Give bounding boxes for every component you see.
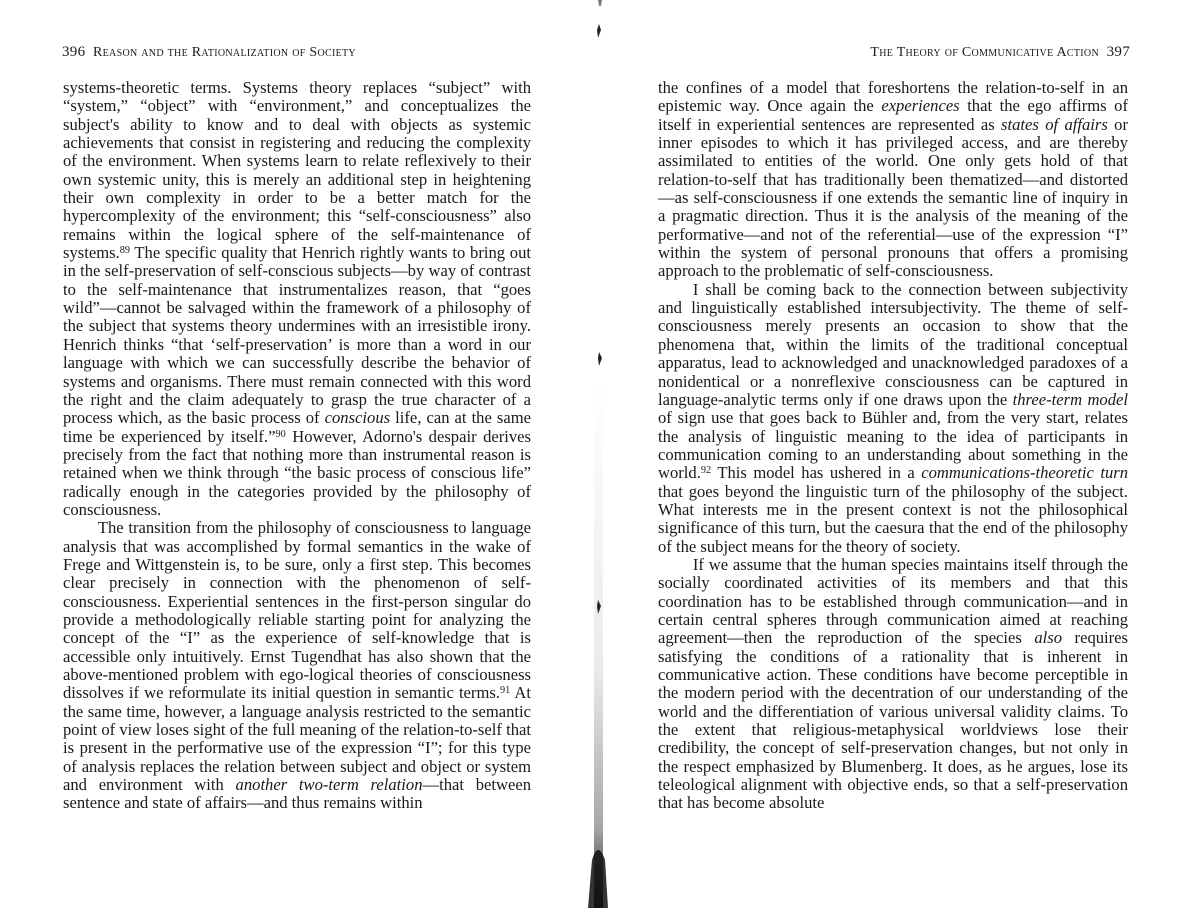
footnote-ref: 91	[499, 685, 511, 697]
footnote-ref: 89	[119, 244, 130, 256]
text-run: or inner episodes to which it has privileged access, and are thereby assimilated to entities of the world. One only gets hold of that relation-to-self that has traditionally been thematized—and distorted—as self-consciousness if one extends the semantic line of inquiry in a pragmatic direction. Thus it is the analysis of the meaning of the performative—and not of the referential—use of the expression “I” within the system of personal pronouns that offers a promising approach to the problematic of self-consciousness.	[658, 114, 1128, 281]
right-page-number: 397	[1106, 44, 1130, 60]
text-run: The transition from the philosophy of consciousness to language analysis that was accomplished by formal semantics in the wake of Frege and Wittgenstein is, to be sure, only a first step. This becomes clear precisely in connection with the phenomenon of self-consciousness. Experiential sentences in the first-person singular do provide a methodologically reliable starting point for analyzing the concept of the “I” as the experience of self-knowledge that is accessible only intuitively. Ernst Tugendhat has also shown that the above-mentioned problem with ego-logical theories of consciousness dissolves if we reformulate its initial question in semantic terms.	[63, 518, 531, 703]
paragraph	[658, 79, 1128, 281]
left-running-header	[62, 44, 356, 61]
text-run: the confines of a model that foreshortens the relation-to-self in an epistemic way. Once again the	[658, 78, 1128, 116]
left-page	[0, 0, 590, 908]
text-run: I shall be coming back to the connection between subjectivity and linguistically established intersubjectivity. The theme of self-consciousness merely presents an occasion to show that the phenomena that, within the limits of the traditional conceptual apparatus, lead to acknowledged and unacknowledged paradoxes of a nonidentical or a nonreflexive consciousness can be captured in language-analytic terms only if one draws upon the	[658, 279, 1128, 409]
italic-text: states of affairs	[1001, 114, 1108, 134]
text-run: of sign use that goes back to Bühler and, from the very start, relates the analysis of linguistic meaning to the idea of participants in communication coming to an understanding about something in the world.	[658, 408, 1128, 483]
left-page-number: 396	[62, 44, 86, 60]
italic-text: experiences	[881, 96, 960, 116]
left-text-block	[63, 79, 531, 813]
text-run: At the same time, however, a language analysis restricted to the semantic point of view loses sight of the full meaning of the relation-to-self that is present in the performative use of the expression “I”; for this type of analysis replaces the relation between subject and object or system and environment with	[63, 683, 531, 795]
text-run: However, Adorno's despair derives precisely from the fact that nothing more than instrumental reason is retained when we think through “the basic process of conscious life” radically enough in the categories provided by the philosophy of consciousness.	[63, 426, 531, 519]
right-text-block	[658, 79, 1128, 813]
italic-text: another two-term relation	[235, 775, 423, 795]
paragraph	[658, 281, 1128, 556]
italic-text: three-term model	[1012, 389, 1128, 409]
text-run: The specific quality that Henrich rightly wants to bring out in the self-preservation of self-conscious subjects—by way of contrast to the self-maintenance that instrumentalizes reason, that “goes wild”—cannot be salvaged within the framework of a philosophy of the subject that systems theory undermines with an irresistible irony. Henrich thinks “that ‘self-preservation’ is more than a word in our language with which we can successfully describe the behavior of systems and organisms. There must remain connected with this word the right and the claim adequately to grasp the true character of a process which, as the basic process of	[63, 243, 531, 428]
right-running-header	[870, 44, 1130, 61]
paragraph	[63, 519, 531, 813]
right-page	[600, 0, 1193, 908]
text-run: that the ego affirms of itself in experiential sentences are represented as	[658, 96, 1128, 134]
paragraph	[63, 79, 531, 519]
italic-text: also	[1034, 628, 1063, 648]
text-run: life, can at the same time be experienced by itself.”	[63, 408, 531, 446]
text-run: If we assume that the human species maintains itself through the socially coordinated activities of its members and that this coordination has to be established through communication—and in certain central spheres through communication aimed at reaching agreement—then the reproduction of the species	[658, 554, 1128, 648]
footnote-ref: 90	[275, 428, 286, 440]
text-run: This model has ushered in a	[711, 463, 922, 483]
text-run: that goes beyond the linguistic turn of the philosophy of the subject. What interests me in the present context is not the philosophical significance of this turn, but the caesura that the end of the philosophy of the subject means for the theory of society.	[658, 481, 1128, 556]
italic-text: communications-theoretic turn	[921, 463, 1128, 483]
text-run: requires satisfying the conditions of a rationality that is inherent in communicative action. These conditions have become perceptible in the modern period with the decentration of our understanding of the world and the differentiation of various universal validity claims. To the extent that religious-metaphysical worldviews lose their credibility, the concept of self-preservation changes, but not only in the respect emphasized by Blumenberg. It does, as he argues, lose its teleological alignment with objective ends, so that a self-preservation that has become absolute	[658, 628, 1128, 813]
paragraph	[658, 556, 1128, 813]
footnote-ref: 92	[700, 465, 712, 477]
text-run: systems-theoretic terms. Systems theory replaces “subject” with “system,” “object” with “environment,” and conceptualizes the subject's ability to know and to deal with objects as systemic achievements that consist in registering and reducing the complexity of the environment. When systems learn to relate reflexively to their own systemic unity, this is merely an additional step in heightening their own complexity in order to be a better match for the hypercomplexity of the environment; this “self-consciousness” also remains within the logical sphere of the self-maintenance of systems.	[63, 78, 531, 263]
right-running-title: The Theory of Communicative Action	[870, 45, 1099, 60]
italic-text: conscious	[324, 408, 391, 428]
text-run: —that between sentence and state of affairs—and thus remains within	[63, 775, 531, 813]
left-running-title: Reason and the Rationalization of Society	[93, 45, 356, 60]
